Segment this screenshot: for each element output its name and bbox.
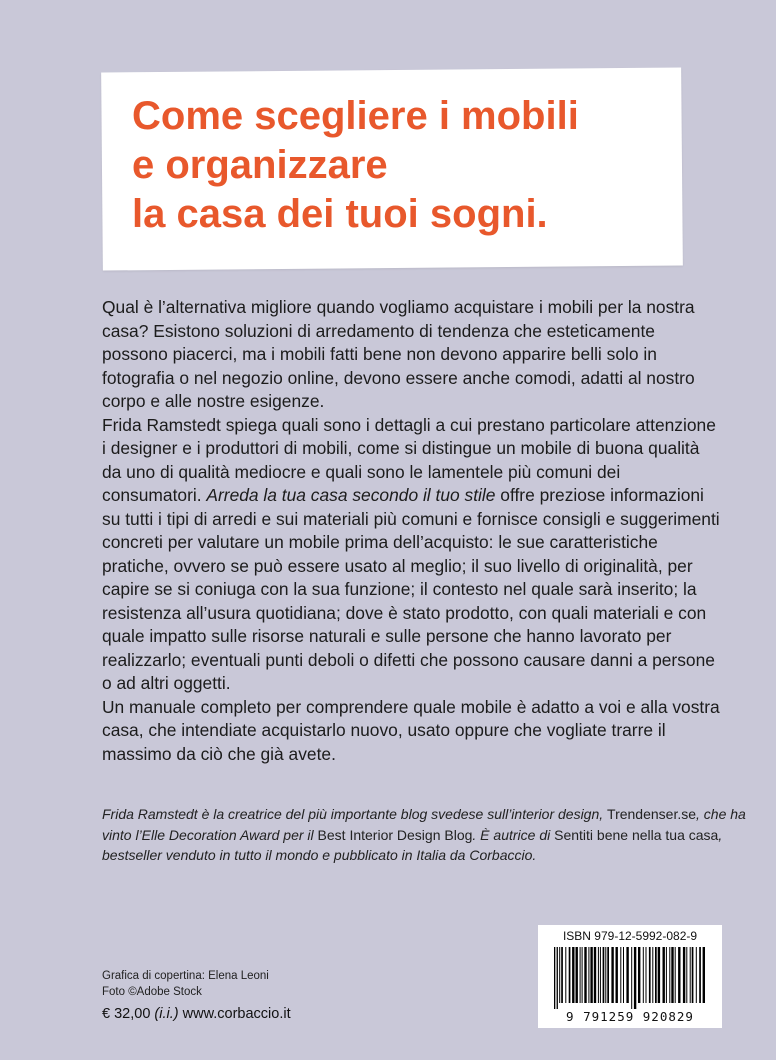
- blurb-text: offre preziose informazioni su tutti i tipi di arredi e sui materiali più comuni e fornisce consigli e suggerimenti concreti per valutare un mobile prima dell’acquisto: le sue caratteristiche pratiche, ovvero se può essere usato al meglio; il suo livello di originalità, per capire se si coniuga con la sua funzione; il contesto nel quale sarà inserito; la resistenza all’usura quotidiana; dove è stato prodotto, con quali materiali e con quale impatto sulle risorse naturali e sulle persone che hanno lavorato per realizzarlo; eventuali punti deboli o difetti che possono causare danni a persone o ad altri oggetti.: [102, 485, 720, 693]
- book-title: Come scegliere i mobili e organizzare la casa dei tuoi sogni.: [132, 94, 579, 236]
- barcode-bar: [634, 947, 636, 1009]
- blurb-paragraph-1: Qual è l’alternativa migliore quando vogliamo acquistare i mobili per la nostra casa? Esistono soluzioni di arredamento di tendenza che esteticamente possono piacerci, ma i mobili fatti bene non devono apparire belli solo in fotografia o nel negozio online, devono essere anche comodi, adatti al nostro corpo e alle nostre esigenze.: [102, 297, 695, 411]
- barcode-bar: [671, 947, 673, 1003]
- bio-text: . È autrice di: [472, 826, 555, 843]
- barcode-bar: [655, 947, 657, 1003]
- blurb: [102, 296, 722, 766]
- barcode-bar: [696, 947, 697, 1003]
- barcode-bar: [683, 947, 685, 1003]
- barcode-bar: [678, 947, 680, 1003]
- price-line: [102, 1006, 291, 1022]
- price: € 32,00: [102, 1006, 151, 1022]
- barcode-bar: [620, 947, 621, 1003]
- blurb-paragraph-3: Un manuale completo per comprendere quale mobile è adatto a voi e alla vostra casa, che intendiate acquistarlo nuovo, usato oppure che vogliate trarre il massimo da ciò che già avete.: [102, 696, 720, 764]
- barcode-bar: [561, 947, 563, 1003]
- bio-text: Best Interior Design Blog: [317, 826, 473, 843]
- ean-digits: 9 791259 920829: [566, 1009, 694, 1024]
- barcode-bar: [652, 947, 653, 1003]
- barcode-bar: [565, 947, 566, 1003]
- barcode-bar: [690, 947, 691, 1003]
- barcode-bar: [605, 947, 606, 1003]
- author-bio: [102, 804, 752, 866]
- barcode-bar: [623, 947, 624, 1003]
- barcode-bar: [603, 947, 605, 1003]
- barcode-bar: [666, 947, 667, 1003]
- bio-text: Frida Ramstedt è la creatrice del più importante blog svedese sull’interior design,: [102, 806, 608, 822]
- barcode-bar: [559, 947, 560, 1003]
- barcode-bar: [649, 947, 651, 1003]
- barcode-bar: [703, 947, 705, 1003]
- barcode-bar: [686, 947, 687, 1003]
- barcode-bar: [582, 947, 583, 1003]
- cover-credit: Grafica di copertina: Elena Leoni: [102, 970, 269, 982]
- barcode-bar: [675, 947, 676, 1003]
- barcode-bar: [646, 947, 647, 1003]
- barcode-bar: [588, 947, 589, 1003]
- blurb-paragraph-2: [102, 414, 722, 696]
- barcode-bar: [643, 947, 644, 1003]
- barcode-bar: [572, 947, 574, 1003]
- book-name: Arreda la tua casa secondo il tuo stile: [206, 485, 496, 505]
- barcode-bar: [584, 947, 586, 1003]
- barcode-bar: [590, 947, 592, 1003]
- barcode-bar: [692, 947, 694, 1003]
- barcode-bar: [638, 947, 640, 1003]
- blurb-text: Frida Ramstedt spiega quali sono i dettagli a cui prestano particolare attenzione i designer e i produttori di mobili, come si distingue un mobile di buona qualità da uno di qualità mediocre e quali sono le lamentele più comuni dei consumatori.: [102, 414, 716, 505]
- barcode-bar: [600, 947, 601, 1003]
- bio-text: Trendenser.se: [607, 806, 697, 822]
- barcode-bar: [658, 947, 660, 1003]
- barcode-bar: [616, 947, 618, 1003]
- barcode-bar: [626, 947, 628, 1003]
- barcode-bar: [557, 947, 558, 1009]
- barcode-bar: [580, 947, 581, 1003]
- credits: [102, 968, 269, 1000]
- barcode-bar: [598, 947, 599, 1003]
- barcode-bar: [611, 947, 613, 1003]
- barcode-bar: [663, 947, 665, 1003]
- bio-text: , che ha vinto l’Elle Decoration Award per il: [102, 806, 746, 843]
- barcode-bar: [607, 947, 609, 1003]
- publisher-site: www.corbaccio.it: [182, 1006, 291, 1022]
- bio-text: Sentiti bene nella tua casa: [554, 826, 719, 843]
- barcode-bar: [631, 947, 632, 1009]
- barcode-bar: [569, 947, 571, 1003]
- barcode-bar: [576, 947, 578, 1003]
- isbn-label: ISBN 979-12-5992-082-9: [562, 929, 698, 943]
- barcode-bar: [554, 947, 555, 1009]
- bio-text: , bestseller venduto in tutto il mondo e pubblicato in Italia da Corbaccio.: [102, 826, 723, 863]
- barcode-box: [538, 925, 722, 1028]
- barcode-bar: [669, 947, 670, 1003]
- photo-credit: Foto ©Adobe Stock: [102, 986, 202, 998]
- barcode-bar: [699, 947, 701, 1003]
- barcode-bar: [594, 947, 596, 1003]
- tax-note: (i.i.): [154, 1006, 179, 1022]
- barcode-image: [552, 947, 712, 1009]
